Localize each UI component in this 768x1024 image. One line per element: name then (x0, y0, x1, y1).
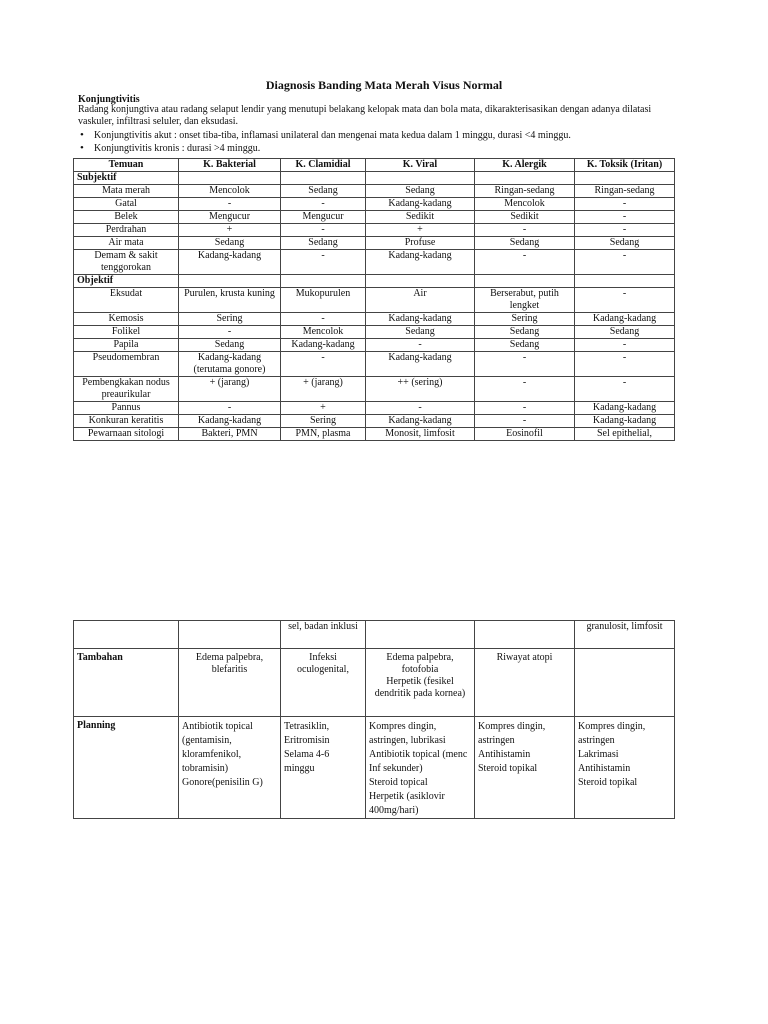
table-cell: Ringan-sedang (575, 185, 675, 198)
table-cell: Monosit, limfosit (366, 428, 475, 441)
table-cell: Sedang (366, 185, 475, 198)
table-row (74, 185, 675, 198)
table-cell: - (179, 326, 281, 339)
table-cell (575, 649, 675, 717)
table-cell: Profuse (366, 237, 475, 250)
table-cell: Mencolok (179, 185, 281, 198)
table-row (74, 198, 675, 211)
table-cell (179, 621, 281, 649)
table-cell: - (575, 288, 675, 313)
table-cell: Pseudomembran (74, 352, 179, 377)
table-cell: Eosinofil (475, 428, 575, 441)
table-row (74, 428, 675, 441)
table-cell: Sedang (179, 339, 281, 352)
col-header: K. Alergik (475, 159, 575, 172)
table-cell: granulosit, limfosit (575, 621, 675, 649)
section-row-objektif (74, 275, 675, 288)
table-cell: Demam & sakit tenggorokan (74, 250, 179, 275)
table-cell: Folikel (74, 326, 179, 339)
table-cell: Sedang (281, 185, 366, 198)
table-row-continued (74, 621, 675, 649)
table-cell: Berserabut, putih lengket (475, 288, 575, 313)
table-cell: Kadang-kadang (575, 402, 675, 415)
table-cell: Sedang (179, 237, 281, 250)
table-cell: + (179, 224, 281, 237)
col-header: Temuan (74, 159, 179, 172)
table-cell: Sering (475, 313, 575, 326)
table-cell: Kadang-kadang (179, 250, 281, 275)
section-row-subjektif (74, 172, 675, 185)
table-cell: - (366, 339, 475, 352)
table-cell: - (281, 224, 366, 237)
table-cell: Antibiotik topical (gentamisin, kloramfenikol, tobramisin) Gonore(penisilin G) (179, 717, 281, 819)
document-title: Diagnosis Banding Mata Merah Visus Normal (265, 78, 503, 92)
table-cell: Pannus (74, 402, 179, 415)
table-cell: Mukopurulen (281, 288, 366, 313)
table-cell: Pewarnaan sitologi (74, 428, 179, 441)
table-cell: - (575, 377, 675, 402)
table-cell: Edema palpebra, fotofobia Herpetik (fesikel dendritik pada kornea) (366, 649, 475, 717)
table-cell: - (475, 402, 575, 415)
table-cell: + (jarang) (281, 377, 366, 402)
table-cell: sel, badan inklusi (281, 621, 366, 649)
table-cell: ++ (sering) (366, 377, 475, 402)
table-row (74, 313, 675, 326)
table-cell (366, 621, 475, 649)
table-cell: - (475, 415, 575, 428)
table-cell: Infeksi oculogenital, (281, 649, 366, 717)
table-cell: PMN, plasma (281, 428, 366, 441)
table-body (74, 172, 675, 441)
table-cell: Sedang (575, 326, 675, 339)
comparison-table (73, 158, 675, 441)
table-cell: Kompres dingin, astringen Antihistamin Steroid topikal (475, 717, 575, 819)
row-label: Planning (74, 717, 179, 819)
table-cell: - (281, 313, 366, 326)
table-row (74, 224, 675, 237)
table-cell (475, 621, 575, 649)
table-cell: Kemosis (74, 313, 179, 326)
table-cell: - (475, 377, 575, 402)
table-cell: Ringan-sedang (475, 185, 575, 198)
table-cell: Mencolok (475, 198, 575, 211)
table-cell: Sedang (475, 326, 575, 339)
table-cell: - (281, 352, 366, 377)
table-cell (74, 621, 179, 649)
table-cell: Kadang-kadang (366, 250, 475, 275)
table-cell: Kompres dingin, astringen Lakrimasi Antihistamin Steroid topikal (575, 717, 675, 819)
table-cell: - (475, 250, 575, 275)
table-cell: - (475, 352, 575, 377)
table-cell: Sedang (575, 237, 675, 250)
col-header: K. Bakterial (179, 159, 281, 172)
table-header-row (74, 159, 675, 172)
table-row (74, 237, 675, 250)
table-cell: Mencolok (281, 326, 366, 339)
table-cell: + (281, 402, 366, 415)
col-header: K. Toksik (Iritan) (575, 159, 675, 172)
table-cell: Kadang-kadang (575, 313, 675, 326)
table-cell: Air mata (74, 237, 179, 250)
table-cell: Sedang (366, 326, 475, 339)
table-cell: + (jarang) (179, 377, 281, 402)
table-cell: Tetrasiklin, Eritromisin Selama 4-6 minggu (281, 717, 366, 819)
table-row (74, 326, 675, 339)
table-cell: - (575, 211, 675, 224)
table-cell: - (281, 250, 366, 275)
table-cell: Sedang (281, 237, 366, 250)
col-header: K. Clamidial (281, 159, 366, 172)
table-row (74, 288, 675, 313)
table-cell: Sedang (475, 237, 575, 250)
table-cell: Konkuran keratitis (74, 415, 179, 428)
table-cell: Mengucur (179, 211, 281, 224)
bullet-list (78, 129, 678, 155)
table-cell: Kadang-kadang (281, 339, 366, 352)
table-cell: - (575, 198, 675, 211)
table-row (74, 377, 675, 402)
col-header: K. Viral (366, 159, 475, 172)
table-cell: Sering (281, 415, 366, 428)
table-cell: Kadang-kadang (575, 415, 675, 428)
table-cell: + (366, 224, 475, 237)
table-cell: Papila (74, 339, 179, 352)
table-cell: - (281, 198, 366, 211)
table-cell: Air (366, 288, 475, 313)
section-heading: Konjungtivitis (78, 94, 140, 105)
table-row (74, 352, 675, 377)
table-cell: - (575, 250, 675, 275)
table-cell: Pembengkakan nodus preaurikular (74, 377, 179, 402)
table-cell: Bakteri, PMN (179, 428, 281, 441)
table-row (74, 402, 675, 415)
table-cell: Kadang-kadang (179, 415, 281, 428)
table-row-tambahan (74, 649, 675, 717)
table-cell: - (575, 352, 675, 377)
table-row-planning (74, 717, 675, 819)
table-cell: Kadang-kadang (366, 198, 475, 211)
bullet-item: • Konjungtivitis akut : onset tiba-tiba, inflamasi unilateral dan mengenai mata kedua dalam 1 minggu, durasi <4 minggu. (78, 129, 678, 142)
table-cell: Kadang-kadang (366, 313, 475, 326)
table-cell: Perdrahan (74, 224, 179, 237)
table-cell: Belek (74, 211, 179, 224)
table-cell: Mengucur (281, 211, 366, 224)
table-cell: - (366, 402, 475, 415)
table-cell: - (575, 224, 675, 237)
table-cell: Sedikit (475, 211, 575, 224)
section-label: Objektif (74, 275, 179, 288)
table-cell: Kompres dingin, astringen, lubrikasi Antibiotik topical (menc Inf sekunder) Steroid topical Herpetik (asiklovir 400mg/hari) (366, 717, 475, 819)
table-cell: - (179, 198, 281, 211)
table-cell: - (475, 224, 575, 237)
table-cell: Gatal (74, 198, 179, 211)
table-row (74, 415, 675, 428)
table-cell: Purulen, krusta kuning (179, 288, 281, 313)
table-cell: Sering (179, 313, 281, 326)
row-label: Tambahan (74, 649, 179, 717)
table-cell: - (575, 339, 675, 352)
table-cell: Kadang-kadang (366, 352, 475, 377)
table-cell: Edema palpebra, blefaritis (179, 649, 281, 717)
table-row (74, 211, 675, 224)
table-cell: - (179, 402, 281, 415)
intro-paragraph: Radang konjungtiva atau radang selaput lendir yang menutupi belakang kelopak mata dan bola mata, dikarakterisasikan dengan adanya dilatasi vaskuler, infiltrasi seluler, dan eksudasi. (78, 104, 652, 127)
table-cell: Sedang (475, 339, 575, 352)
table-cell: Sedikit (366, 211, 475, 224)
section-label: Subjektif (74, 172, 179, 185)
table-cell: Riwayat atopi (475, 649, 575, 717)
table-cell: Mata merah (74, 185, 179, 198)
table-row (74, 250, 675, 275)
table-cell: Sel epithelial, (575, 428, 675, 441)
table-cell: Eksudat (74, 288, 179, 313)
table-cell: Kadang-kadang (366, 415, 475, 428)
table-row (74, 339, 675, 352)
comparison-table-continued (73, 620, 675, 819)
bullet-item: • Konjungtivitis kronis : durasi >4 minggu. (78, 142, 678, 155)
table-cell: Kadang-kadang (terutama gonore) (179, 352, 281, 377)
